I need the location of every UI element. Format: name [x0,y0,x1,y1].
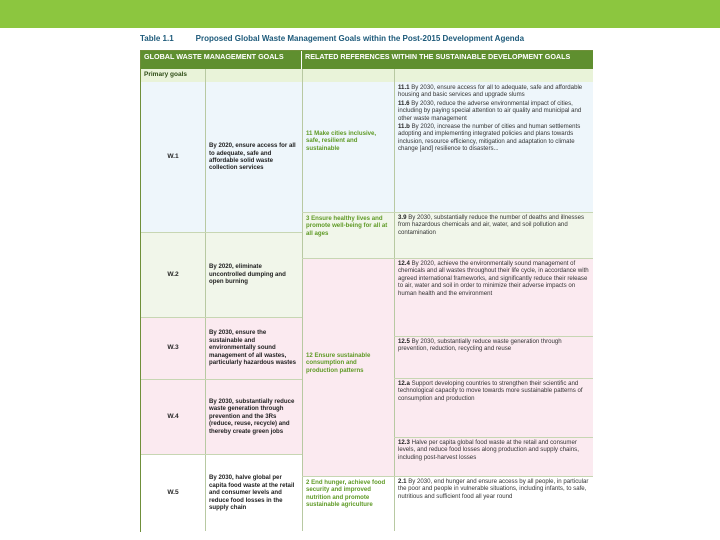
reference-code: 12.3 [398,439,410,446]
reference-text: By 2030, reduce the adverse environmental impact of cities, including by paying special attention to air quality and municipal and other waste management [398,99,582,122]
goal-code-w2: W.2 [141,232,205,317]
references-sdg-11 [394,82,593,212]
reference-item [398,123,589,153]
reference-code: 2.1 [398,478,407,485]
goal-text-w5: By 2030, halve global per capita food waste at the retail and consumer levels and reduce food losses in the supply chain [205,454,302,532]
goal-code-w1: W.1 [141,82,205,232]
reference-item [398,100,589,122]
reference-code: 11.6 [398,99,410,107]
table-caption [140,34,600,43]
row-divider [394,336,593,337]
reference-item [398,214,589,236]
reference-item [398,338,589,353]
reference-text: By 2030, ensure access for all to adequate, safe and affordable housing and basic services and upgrade slums [398,84,583,99]
table-number: Table 1.1 [140,34,174,43]
column-divider [394,69,395,531]
table-title: Proposed Global Waste Management Goals within the Post-2015 Development Agenda [195,34,525,43]
reference-code: 12.a [398,380,410,387]
goal-text-w4: By 2030, substantially reduce waste generation through prevention and the 3Rs (reduce, reuse, recycle) and thereby create green jobs [205,379,302,454]
references-12-3 [394,437,593,476]
reference-item [398,478,589,500]
waste-goals-table [140,50,593,532]
row-divider [394,437,593,438]
sdg-11: 11 Make cities inclusive, safe, resilient and sustainable [302,82,394,212]
reference-item [398,260,589,297]
reference-item [398,84,589,99]
row-divider [141,232,302,233]
reference-code: 12.4 [398,260,410,267]
reference-text: By 2030, substantially reduce the number of deaths and illnesses from hazardous chemicals and air, water, and soil pollution and contamination [398,214,584,236]
reference-text: By 2020, increase the number of cities and human settlements adopting and implementing integrated policies and plans towards inclusion, resource efficiency, mitigation and adaptation to climate change [and] resilience to disasters... [398,123,581,153]
reference-text: By 2030, substantially reduce waste generation through prevention, reduction, recycling and reuse [398,338,562,353]
sdg-3: 3 Ensure healthy lives and promote well-being for all at all ages [302,212,394,258]
reference-code: 12.5 [398,338,410,345]
column-divider [302,69,303,531]
goal-text-w2: By 2020, eliminate uncontrolled dumping and open burning [205,232,302,317]
header-waste-goals: GLOBAL WASTE MANAGEMENT GOALS [141,51,301,69]
reference-code: 11.b [398,123,410,131]
reference-item [398,439,589,461]
row-divider [302,258,593,259]
sdg-2: 2 End hunger, achieve food security and improved nutrition and promote sustainable agriculture [302,476,394,532]
goal-code-w5: W.5 [141,454,205,532]
references-12-4 [394,258,593,336]
sdg-12: 12 Ensure sustainable consumption and production patterns [302,258,394,476]
goal-code-w4: W.4 [141,379,205,454]
goal-code-w3: W.3 [141,317,205,379]
reference-item [398,380,589,402]
row-divider [394,378,593,379]
header-sdg-references: RELATED REFERENCES WITHIN THE SUSTAINABLE DEVELOPMENT GOALS [302,51,593,69]
reference-text: Halve per capita global food waste at the retail and consumer levels, and reduce food losses along production and supply chains, including post-harvest losses [398,439,579,461]
goal-text-w1: By 2020, ensure access for all to adequate, safe and affordable solid waste collection services [205,82,302,232]
row-divider [141,454,302,455]
goal-text-w3: By 2030, ensure the sustainable and environmentally sound management of all wastes, particularly hazardous wastes [205,317,302,379]
row-divider [302,212,593,213]
row-divider [141,317,302,318]
references-sdg-2 [394,476,593,532]
reference-code: 11.1 [398,84,410,91]
row-divider [302,476,593,477]
row-divider [141,379,302,380]
top-accent-bar [0,0,720,28]
reference-code: 3.9 [398,214,407,221]
column-divider [205,69,206,531]
reference-text: Support developing countries to strengthen their scientific and technological capacity to move towards more sustainable patterns of consumption and production [398,380,583,402]
primary-goals-label: Primary goals [141,69,593,82]
reference-text: By 2030, end hunger and ensure access by all people, in particular the poor and people in vulnerable situations, including infants, to safe, nutritious and sufficient food all year round [398,478,589,500]
reference-text: By 2020, achieve the environmentally sound management of chemicals and all wastes throughout their life cycle, in accordance with agreed international frameworks, and significantly reduce their release to air, water and soil in order to minimize their adverse impacts on human health and the environment [398,260,589,297]
references-sdg-3 [394,212,593,258]
references-12-a [394,378,593,437]
references-12-5 [394,336,593,378]
